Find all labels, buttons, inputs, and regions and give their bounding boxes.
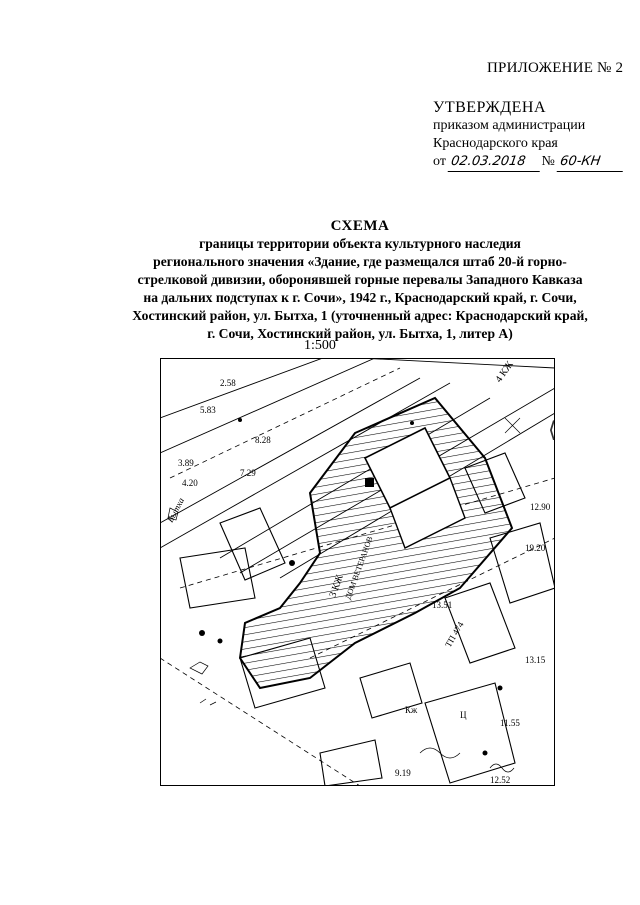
building-label-sub: ДОМ ВЕТЕРАНОВ xyxy=(343,535,375,601)
title-line-3: стрелковой дивизии, оборонявшей горные перевалы Западного Кавказа xyxy=(137,272,583,287)
map-scale: 1:500 xyxy=(304,338,336,353)
approved-line-2: Краснодарского края xyxy=(433,136,558,151)
building-label-ts: Ц xyxy=(460,710,467,720)
order-number-handwritten: 60-КН xyxy=(557,153,626,172)
street-label: Бытха xyxy=(164,496,187,524)
elev-n6: 7.29 xyxy=(240,468,256,478)
order-number-label: № xyxy=(541,154,555,169)
title-line-5: Хостинский район, ул. Бытха, 1 (уточненный адрес: Краснодарский край, xyxy=(132,308,588,323)
title-heading: СХЕМА xyxy=(330,218,390,234)
elev-n3: 8.28 xyxy=(255,435,271,445)
elev-n1: 2.58 xyxy=(220,378,236,388)
building-label-main: 3 КЖ xyxy=(327,573,346,600)
building-label-kzh: Кж xyxy=(405,705,418,715)
building-label-4kzh: 4 КЖ xyxy=(493,359,516,385)
order-line xyxy=(433,153,633,172)
elev-n10: 13.15 xyxy=(525,655,546,665)
margin-bracket-icon: ⟨ xyxy=(548,418,557,443)
title-line-2: регионального значения «Здание, где размещался штаб 20-й горно- xyxy=(153,254,567,269)
document-title xyxy=(100,217,620,343)
approval-block xyxy=(433,99,633,172)
appendix-label: ПРИЛОЖЕНИЕ № 2 xyxy=(487,60,624,76)
title-line-1: границы территории объекта культурного наследия xyxy=(199,236,521,251)
approved-title: УТВЕРЖДЕНА xyxy=(433,99,547,116)
title-line-4: на дальних подступах к г. Сочи», 1942 г., Краснодарский край, г. Сочи, xyxy=(143,290,577,305)
order-prefix: от xyxy=(433,154,446,169)
elev-n16: 12.52 xyxy=(490,775,511,785)
elev-n9: 13.51 xyxy=(432,600,453,610)
elev-n15: 9.19 xyxy=(395,768,411,778)
transformer-label: ТП 474 xyxy=(443,619,466,649)
elev-n8: 19.20 xyxy=(525,543,546,553)
elev-n7: 12.90 xyxy=(530,502,551,512)
elev-n2: 5.83 xyxy=(200,405,216,415)
title-line-6: г. Сочи, Хостинский район, ул. Бытха, 1, литер А) xyxy=(207,326,513,341)
approved-line-1: приказом администрации xyxy=(433,118,586,133)
order-date-handwritten: 02.03.2018 xyxy=(448,153,543,172)
heritage-territory-boundary xyxy=(240,398,512,688)
elev-n5: 4.20 xyxy=(182,478,198,488)
cadastral-map xyxy=(160,358,555,786)
elev-n4: 3.89 xyxy=(178,458,194,468)
elev-n11: 11.55 xyxy=(500,718,520,728)
